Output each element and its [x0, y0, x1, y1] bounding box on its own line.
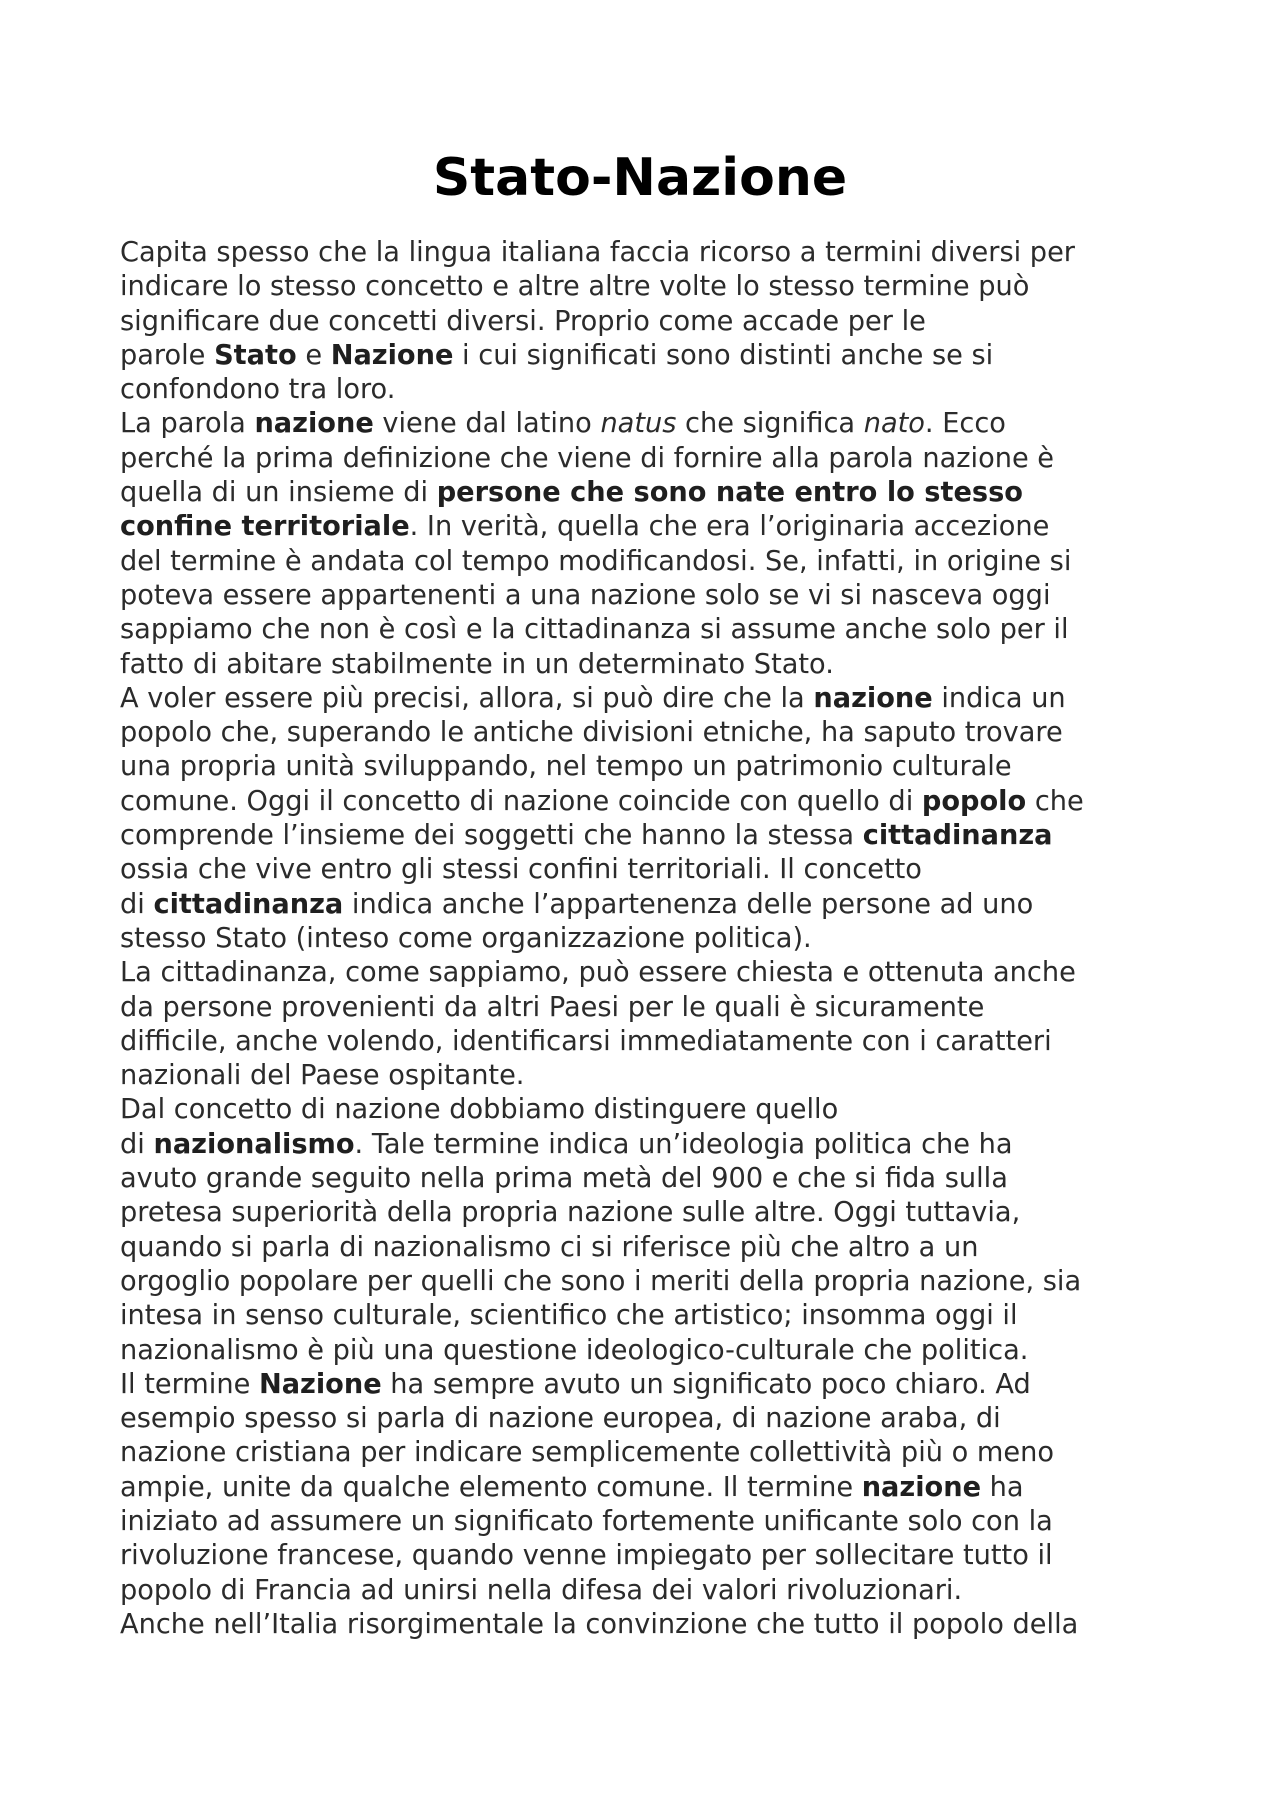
text-run: esempio spesso si parla di nazione europea, di nazione araba, di [120, 1403, 1001, 1435]
text-run: nazione cristiana per indicare semplicemente collettività più o meno [120, 1437, 1054, 1469]
text-run: pretesa superiorità della propria nazione sulle altre. Oggi tuttavia, [120, 1197, 1021, 1229]
text-line [120, 613, 1170, 647]
text-line [120, 682, 1170, 716]
text-line [120, 407, 1170, 441]
text-line [120, 1368, 1170, 1402]
text-run: . Tale termine indica un’ideologia politica che ha [354, 1128, 1013, 1160]
text-run: parole [120, 339, 215, 371]
text-run: Capita spesso che la lingua italiana faccia ricorso a termini diversi per [120, 237, 1075, 268]
text-run: i cui significati sono distinti anche se si [453, 339, 994, 371]
text-line [120, 1162, 1170, 1196]
text-line [120, 476, 1170, 510]
bold-term: nazione [861, 1471, 982, 1503]
text-run: e [296, 339, 331, 371]
text-line [120, 339, 1170, 373]
text-line [120, 510, 1170, 544]
bold-term: cittadinanza [153, 888, 344, 920]
text-run: poteva essere appartenenti a una nazione solo se vi si nasceva oggi [120, 579, 1051, 611]
text-run: una propria unità sviluppando, nel tempo un patrimonio culturale [120, 751, 1012, 783]
text-run: significare due concetti diversi. Proprio come accade per le [120, 305, 926, 337]
document-title: Stato-Nazione [432, 148, 848, 208]
bold-term: popolo [921, 785, 1027, 817]
text-line [120, 922, 1170, 956]
text-line [120, 1505, 1170, 1539]
italic-term: nato [863, 408, 925, 440]
text-line [120, 1128, 1170, 1162]
text-line [120, 956, 1170, 990]
text-run: ha [981, 1471, 1024, 1503]
text-run: La parola [120, 408, 255, 440]
text-line [120, 373, 1170, 407]
text-run: del termine è andata col tempo modificandosi. Se, infatti, in origine si [120, 545, 1072, 577]
bold-term: cittadinanza [862, 820, 1053, 852]
bold-term: nazione [813, 682, 933, 714]
document-body [120, 236, 1170, 1642]
paragraph [120, 236, 1170, 407]
text-line [120, 991, 1170, 1025]
text-line [120, 1436, 1170, 1470]
text-run: nazionali del Paese ospitante. [120, 1060, 525, 1092]
paragraph [120, 682, 1170, 956]
bold-term: nazione [254, 408, 374, 440]
text-run: comprende l’insieme dei soggetti che hanno la stessa [120, 820, 863, 852]
text-line [120, 1471, 1170, 1505]
text-line [120, 1231, 1170, 1265]
text-run: quella di un insieme di [120, 477, 437, 509]
text-line [120, 579, 1170, 613]
text-run: indica anche l’appartenenza delle persone ad uno [343, 888, 1034, 920]
text-line [120, 1334, 1170, 1368]
text-run: nazionalismo è più una questione ideologico-culturale che politica. [120, 1334, 1029, 1366]
text-line [120, 545, 1170, 579]
text-run: che [1026, 785, 1084, 817]
text-line [120, 1059, 1170, 1093]
text-run: ossia che vive entro gli stessi confini territoriali. Il concetto [120, 854, 922, 886]
text-run: fatto di abitare stabilmente in un determinato Stato. [120, 648, 834, 680]
text-line [120, 716, 1170, 750]
text-run: orgoglio popolare per quelli che sono i meriti della propria nazione, sia [120, 1265, 1082, 1297]
text-run: Il termine [120, 1368, 259, 1400]
text-run: che significa [676, 408, 864, 440]
bold-term: persone che sono nate entro lo stesso [436, 477, 1023, 509]
text-line [120, 888, 1170, 922]
text-run: popolo di Francia ad unirsi nella difesa dei valori rivoluzionari. [120, 1574, 963, 1606]
text-run: . Ecco [924, 408, 1006, 440]
text-line [120, 1539, 1170, 1573]
text-run: difficile, anche volendo, identificarsi immediatamente con i caratteri [120, 1025, 1052, 1057]
bold-term: Stato [214, 339, 297, 371]
text-line [120, 853, 1170, 887]
text-run: ampie, unite da qualche elemento comune. Il termine [120, 1471, 862, 1503]
text-run: quando si parla di nazionalismo ci si riferisce più che altro a un [120, 1231, 979, 1263]
text-line [120, 1574, 1170, 1608]
paragraph [120, 956, 1170, 1093]
text-run: Dal concetto di nazione dobbiamo distinguere quello [120, 1094, 839, 1126]
text-line [120, 1265, 1170, 1299]
text-run: Anche nell’Italia risorgimentale la convinzione che tutto il popolo della [120, 1608, 1079, 1640]
bold-term: confine territoriale [120, 511, 410, 543]
bold-term: Nazione [330, 339, 454, 371]
text-run: intesa in senso culturale, scientifico che artistico; insomma oggi il [120, 1300, 1018, 1332]
text-run: avuto grande seguito nella prima metà del 900 e che si fida sulla [120, 1163, 1008, 1195]
bold-term: Nazione [258, 1368, 382, 1400]
text-line [120, 270, 1170, 304]
text-run: confondono tra loro. [120, 374, 396, 406]
text-run: ha sempre avuto un significato poco chiaro. Ad [381, 1368, 1031, 1400]
text-line [120, 1093, 1170, 1127]
text-line [120, 750, 1170, 784]
text-run: La cittadinanza, come sappiamo, può essere chiesta e ottenuta anche [120, 957, 1076, 989]
text-line [120, 648, 1170, 682]
paragraph [120, 1093, 1170, 1367]
text-line [120, 236, 1170, 270]
text-run: perché la prima definizione che viene di fornire alla parola nazione è [120, 442, 1055, 474]
italic-term: natus [600, 408, 677, 440]
text-run: sappiamo che non è così e la cittadinanza si assume anche solo per il [120, 614, 1069, 646]
text-run: da persone provenienti da altri Paesi per le quali è sicuramente [120, 991, 985, 1023]
text-run: indica un [932, 682, 1066, 714]
text-run: popolo che, superando le antiche divisioni etniche, ha saputo trovare [120, 717, 1063, 749]
text-run: A voler essere più precisi, allora, si può dire che la [120, 682, 814, 714]
text-line [120, 442, 1170, 476]
text-run: comune. Oggi il concetto di nazione coincide con quello di [120, 785, 922, 817]
text-line [120, 1299, 1170, 1333]
paragraph [120, 1608, 1170, 1642]
text-line [120, 1196, 1170, 1230]
text-line [120, 1025, 1170, 1059]
paragraph [120, 1368, 1170, 1608]
text-run: viene dal latino [373, 408, 601, 440]
text-run: di [120, 1128, 154, 1160]
text-run: . In verità, quella che era l’originaria accezione [409, 511, 1050, 543]
text-run: rivoluzione francese, quando venne impiegato per sollecitare tutto il [120, 1540, 1053, 1572]
text-line [120, 1402, 1170, 1436]
text-run: stesso Stato (inteso come organizzazione politica). [120, 922, 812, 954]
text-line [120, 1608, 1170, 1642]
paragraph [120, 407, 1170, 681]
bold-term: nazionalismo [153, 1128, 355, 1160]
text-run: iniziato ad assumere un significato fortemente unificante solo con la [120, 1505, 1053, 1537]
text-run: di [120, 888, 154, 920]
text-line [120, 305, 1170, 339]
text-run: indicare lo stesso concetto e altre altre volte lo stesso termine può [120, 271, 1030, 303]
text-line [120, 819, 1170, 853]
text-line [120, 785, 1170, 819]
